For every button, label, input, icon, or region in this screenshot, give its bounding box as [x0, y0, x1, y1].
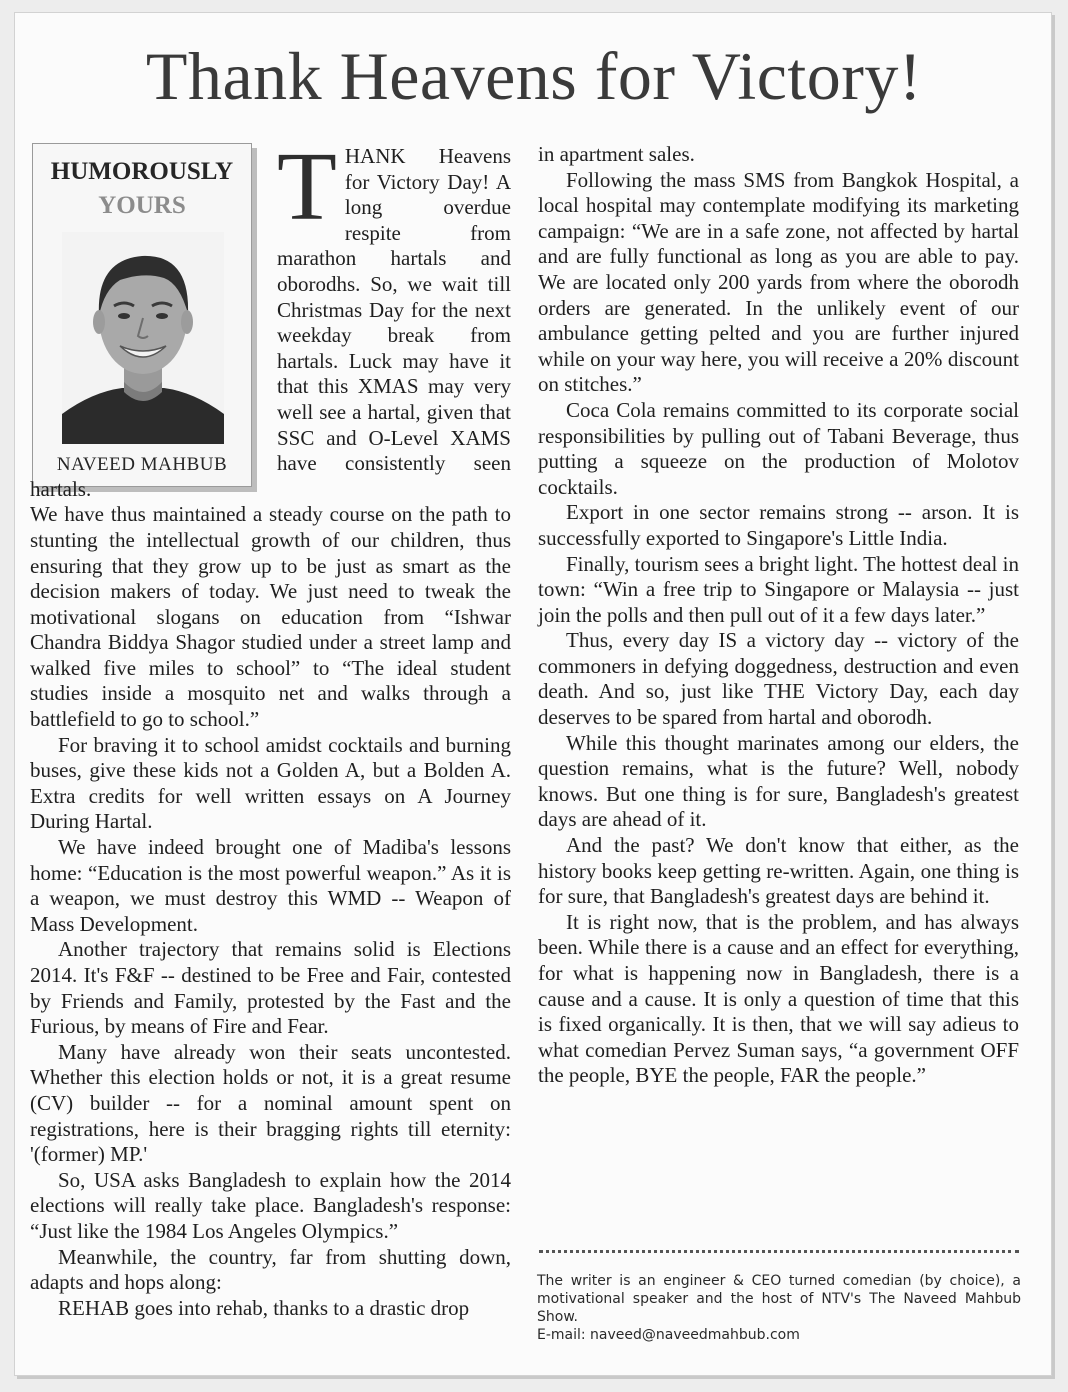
article-paragraph: While this thought marinates among our elders, the question remains, what is the future? Well, nobody knows. But one thing is for sure, Bangladesh's greatest days are ahead of it. — [538, 730, 1019, 832]
column-kicker-line1: HUMOROUSLY — [50, 158, 234, 185]
author-bio: The writer is an engineer & CEO turned comedian (by choice), a motivational speaker and the host of NTV's The Naveed Mahbub Show. — [537, 1273, 1021, 1325]
dotted-separator — [539, 1250, 1019, 1253]
article-paragraph: So, USA asks Bangladesh to explain how the 2014 elections will really take place. Bangladesh's response: “Just like the 1984 Los Angeles Olympics.” — [30, 1167, 511, 1243]
headline: Thank Heavens for Victory! — [145, 38, 923, 114]
article-paragraph: Finally, tourism sees a bright light. The hottest deal in town: “Win a free trip to Singapore or Malaysia -- just join the polls and then pull out of it a few days later.” — [538, 551, 1019, 627]
article-paragraph: Following the mass SMS from Bangkok Hospital, a local hospital may contemplate modifying its marketing campaign: “We are in a safe zone, not affected by hartal and are fully functional as long as you are able to pay. We are located only 200 yards from where the oborodh orders are generated. In the unlikely event of our ambulance getting pelted and you are further injured while on your way here, you will receive a 20% discount on stitches.” — [538, 167, 1019, 397]
article-paragraph: Thus, every day IS a victory day -- victory of the commoners in defying doggedness, destruction and even death. And so, just like THE Victory Day, each day deserves to be spared from hartal and oborodh. — [538, 628, 1019, 730]
article-column-right — [538, 142, 1019, 1089]
article-paragraph: REHAB goes into rehab, thanks to a drastic drop — [58, 1295, 470, 1320]
article-paragraph: For braving it to school amidst cocktails and burning buses, give these kids not a Golden A, but a Bolden A. Extra credits for well written essays on A Journey During Hartal. — [30, 732, 511, 834]
paragraph-text: HANK Heavens for Victory Day! A long overdue respite from marathon hartals and oborodhs. So, we wait till Christmas Day for the next weekday break from hartals. Luck may have it that this XMAS may very well see a hartal, given that SSC and O-Level XAMS have consistently seen hartals. — [30, 144, 511, 501]
article-paragraph: It is right now, that is the problem, and has always been. While there is a cause and an effect for everything, for what is happening now in Bangladesh, there is a cause and a cause. It is only a question of time that this is fixed organically. It is then, that we will say adieus to what comedian Pervez Suman says, “a government OFF the people, BYE the people, FAR the people.” — [538, 909, 1019, 1088]
article-paragraph: Another trajectory that remains solid is Elections 2014. It's F&F -- destined to be Free and Fair, contested by Friends and Family, protested by the Fast and the Furious, by means of Fire and Fear. — [30, 937, 511, 1039]
author-footnote — [537, 1272, 1021, 1344]
article-paragraph: Many have already won their seats uncontested. Whether this election holds or not, it is a great resume (CV) builder -- for a nominal amount spent on registrations, here is their bragging rights till eternity: '(former) MP.' — [30, 1039, 511, 1167]
article-paragraph: in apartment sales. — [538, 142, 695, 166]
article-paragraph: We have thus maintained a steady course on the path to stunting the intellectual growth of our children, thus ensuring that they grow up to be just as smart as the decision makers of today. We just need to tweak the motivational slogans on education from “Ishwar Chandra Biddya Shagor studied under a street lamp and walked five miles to school” to “The ideal student studies inside a mosquito net and walks through a battlefield to go to school.” — [30, 502, 511, 732]
article-paragraph: Export in one sector remains strong -- arson. It is successfully exported to Singapore's Little India. — [538, 500, 1019, 550]
column-box-spacer — [30, 144, 277, 474]
article-paragraph: Coca Cola remains committed to its corporate social responsibilities by pulling out of Tabani Beverage, thus putting a squeeze on the production of Molotov cocktails. — [538, 397, 1019, 499]
article-paragraph: We have indeed brought one of Madiba's lessons home: “Education is the most powerful weapon.” As it is a weapon, we must destroy this WMD -- Weapon of Mass Development. — [30, 835, 511, 936]
drop-cap: T — [277, 133, 337, 241]
article-paragraph: And the past? We don't know that either, as the history books keep getting re-written. Again, one thing is for sure, that Bangladesh's greatest days are behind it. — [538, 833, 1019, 909]
author-email: E-mail: naveed@naveedmahbub.com — [537, 1327, 800, 1343]
author-name: NAVEED MAHBUB — [56, 454, 228, 475]
column-kicker-line2: YOURS — [98, 192, 186, 219]
article-paragraph: Meanwhile, the country, far from shutting down, adapts and hops along: — [30, 1244, 511, 1295]
article-column-left — [30, 133, 511, 1321]
